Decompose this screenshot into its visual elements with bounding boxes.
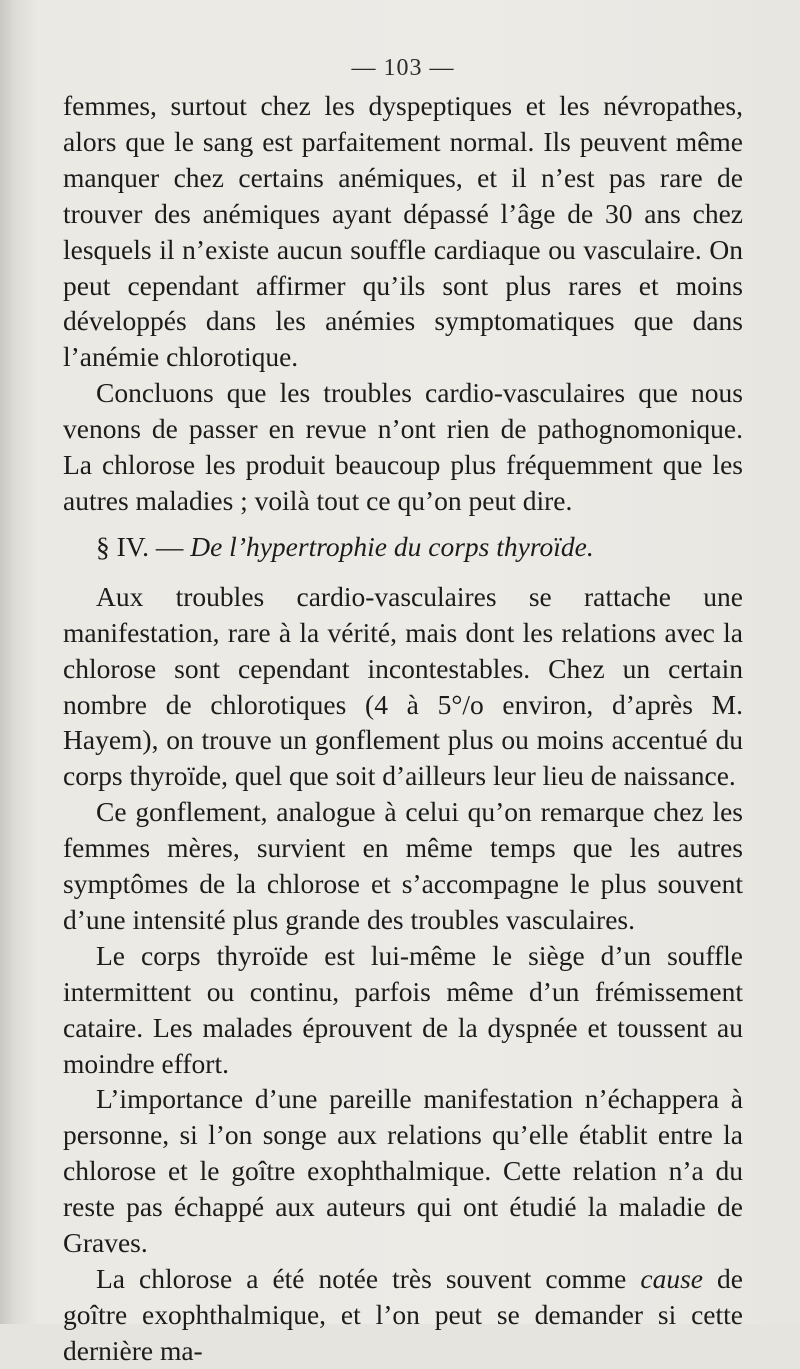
paragraph-3: Aux troubles cardio-vasculaires se rattache une manifestation, rare à la vérité, mais dont les relations avec la chlorose sont cependant incontestables. Chez un certain nombre de chlorotiques (4 à 5°/o environ, d’après M. Hayem), on trouve un gonflement plus ou moins accentué du corps thyroïde, quel que soit d’ailleurs leur lieu de naissance.: [63, 580, 743, 792]
paragraph-7: [63, 1261, 743, 1369]
page-text: [63, 48, 743, 1369]
paragraph-1: femmes, surtout chez les dyspeptiques et les névropathes, alors que le sang est parfaitement normal. Ils peuvent même manquer chez certains anémiques, et il n’est pas rare de trouver des anémiques ayant dépassé l’âge de 30 ans chez lesquels il n’existe aucun souffle cardiaque ou vasculaire. On peut cependant affirmer qu’ils sont plus rares et moins développés dans les anémies symptomatiques que dans l’anémie chlorotique.: [63, 90, 743, 373]
section-title: De l’hypertrophie du corps thyroïde.: [190, 530, 594, 562]
paragraph-2: Concluons que les troubles cardio-vasculaires que nous venons de passer en revue n’ont rien de pathognomonique. La chlorose les produit beaucoup plus fréquemment que les autres maladies ; voilà tout ce qu’on peut dire.: [63, 377, 743, 516]
section-label: § IV. —: [96, 530, 184, 562]
paragraph-7-end: de goître exophthalmique, et l’on peut se demander si cette dernière ma-: [63, 1263, 744, 1366]
paragraph-7-start: La chlorose a été notée très souvent comme: [96, 1263, 627, 1294]
paragraph-4: Ce gonflement, analogue à celui qu’on remarque chez les femmes mères, survient en même temps que les autres symptômes de la chlorose et s’accompagne le plus souvent d’une intensité plus grande des troubles vasculaires.: [63, 796, 743, 935]
page-number: — 103 —: [351, 55, 455, 81]
paragraph-5: Le corps thyroïde est lui-même le siège d’un souffle intermittent ou continu, parfois même d’un frémissement cataire. Les malades éprouvent de la dyspnée et toussent au moindre effort.: [63, 939, 743, 1079]
paragraph-7-italic-cause: cause: [640, 1263, 704, 1294]
section-heading: [63, 529, 743, 565]
paragraph-6: L’importance d’une pareille manifestation n’échappera à personne, si l’on songe aux relations qu’elle établit entre la chlorose et le goître exophthalmique. Cette relation n’a du reste pas échappé aux auteurs qui ont étudié la maladie de Graves.: [63, 1083, 743, 1259]
